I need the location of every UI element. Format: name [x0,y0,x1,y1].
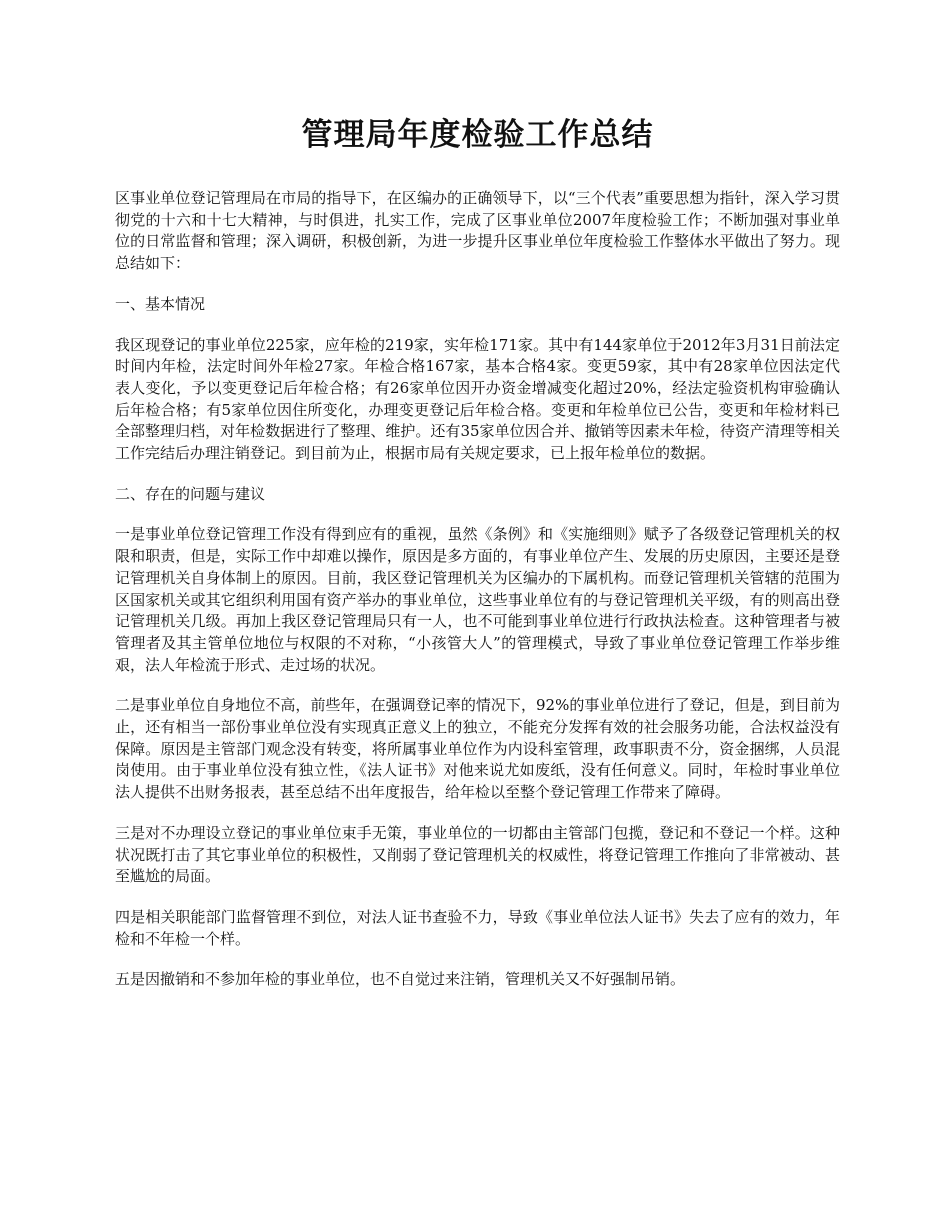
issue-paragraph-2: 二是事业单位自身地位不高，前些年，在强调登记率的情况下，92%的事业单位进行了登记，但是，到目前为止，还有相当一部份事业单位没有实现真正意义上的独立，不能充分发挥有效的社会服务功能，合法权益没有保障。原因是主管部门观念没有转变，将所属事业单位作为内设科室管理，政事职责不分，资金捆绑，人员混岗使用。由于事业单位没有独立性，《法人证书》对他来说尤如废纸，没有任何意义。同时，年检时事业单位法人提供不出财务报表，甚至总结不出年度报告，给年检以至整个登记管理工作带来了障碍。 [115,696,840,802]
intro-paragraph: 区事业单位登记管理局在市局的指导下，在区编办的正确领导下，以“三个代表”重要思想为指针，深入学习贯彻党的十六和十七大精神，与时俱进，扎实工作，完成了区事业单位2007年度检验工作；不断加强对事业单位的日常监督和管理；深入调研，积极创新，为进一步提升区事业单位年度检验工作整体水平做出了努力。现总结如下： [115,189,840,273]
issue-paragraph-3: 三是对不办理设立登记的事业单位束手无策，事业单位的一切都由主管部门包揽，登记和不登记一个样。这种状况既打击了其它事业单位的积极性，又削弱了登记管理机关的权威性，将登记管理工作推向了非常被动、甚至尴尬的局面。 [115,823,840,886]
issue-paragraph-5: 五是因撤销和不参加年检的事业单位，也不自觉过来注销，管理机关又不好强制吊销。 [115,970,686,989]
section-heading-basic-situation: 一、基本情况 [115,294,206,313]
document-page [115,110,840,1010]
issue-paragraph-4: 四是相关职能部门监督管理不到位，对法人证书查验不力，导致《事业单位法人证书》失去了应有的效力，年检和不年检一个样。 [115,907,840,948]
section-heading-problems-suggestions: 二、存在的问题与建议 [115,484,266,503]
document-title: 管理局年度检验工作总结 [301,117,654,153]
basic-situation-paragraph: 我区现登记的事业单位225家，应年检的219家，实年检171家。其中有144家单位于2012年3月31日前法定时间内年检，法定时间外年检27家。年检合格167家，基本合格4家。变更59家，其中有28家单位因法定代表人变化，予以变更登记后年检合格；有26家单位因开办资金增减变化超过20%，经法定验资机构审验确认后年检合格；有5家单位因住所变化，办理变更登记后年检合格。变更和年检单位已公告，变更和年检材料已全部整理归档，对年检数据进行了整理、维护。还有35家单位因合并、撤销等因素未年检，待资产清理等相关工作完结后办理注销登记。到目前为止，根据市局有关规定要求，已上报年检单位的数据。 [115,335,840,463]
issue-paragraph-1: 一是事业单位登记管理工作没有得到应有的重视，虽然《条例》和《实施细则》赋予了各级登记管理机关的权限和职责，但是，实际工作中却难以操作，原因是多方面的，有事业单位产生、发展的历史原因，主要还是登记管理机关自身体制上的原因。目前，我区登记管理机关为区编办的下属机构。而登记管理机关管辖的范围为区国家机关或其它组织利用国有资产举办的事业单位，这些事业单位有的与登记管理机关平级，有的则高出登记管理机关几级。再加上我区登记管理局只有一人，也不可能到事业单位进行行政执法检查。这种管理者与被管理者及其主管单位地位与权限的不对称，“小孩管大人”的管理模式，导致了事业单位登记管理工作举步维艰，法人年检流于形式、走过场的状况。 [115,525,840,674]
